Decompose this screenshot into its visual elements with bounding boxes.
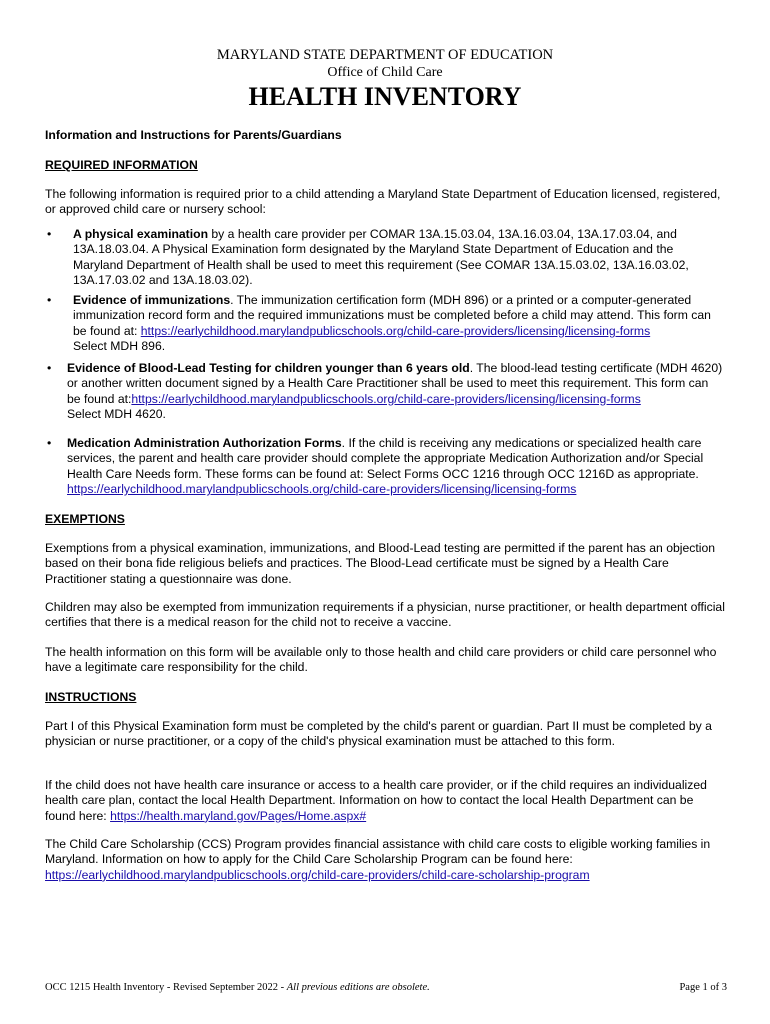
required-heading: REQUIRED INFORMATION — [45, 158, 198, 172]
exemptions-paragraph-2: Children may also be exempted from immunization requirements if a physician, nurse practitioner, or health department official certifies that there is a medical reason for the child not to receive a vaccine. — [45, 600, 725, 630]
bullet-icon: • — [47, 436, 52, 450]
page-title: HEALTH INVENTORY — [248, 82, 522, 111]
intro-heading: Information and Instructions for Parents/Guardians — [45, 128, 342, 142]
exemptions-heading: EXEMPTIONS — [45, 512, 125, 526]
bullet-4-bold: Medication Administration Authorization Forms — [67, 436, 342, 450]
bullet-2-bold: Evidence of immunizations — [73, 293, 231, 307]
required-intro: The following information is required prior to a child attending a Maryland State Department of Education licensed, registered, or approved child care or nursery school: — [45, 187, 721, 217]
licensing-forms-link[interactable]: https://earlychildhood.marylandpublicschools.org/child-care-providers/licensing/licensing-forms — [140, 323, 651, 338]
health-department-link[interactable]: https://health.maryland.gov/Pages/Home.aspx# — [110, 808, 367, 823]
instructions-paragraph-1: Part I of this Physical Examination form must be completed by the child's parent or guardian. Part II must be completed by a physician or nurse practitioner, or a copy of the child's physical examination must be attached to this form. — [45, 719, 712, 749]
bullet-1-text: by a health care provider per COMAR 13A.15.03.04, 13A.16.03.04, 13A.17.03.04, and 13A.18.03.04. A Physical Examination form designated by the Maryland State Department of Education and the Maryland Department of Health shall be used to meet this requirement (See COMAR 13A.15.03.02, 13A.16.03.02, 13A.17.03.02 and 13A.18.03.02). — [73, 227, 689, 288]
agency-name: MARYLAND STATE DEPARTMENT OF EDUCATION — [216, 47, 554, 63]
bullet-3-bold: Evidence of Blood-Lead Testing for children younger than 6 years old — [67, 361, 470, 375]
footer-revision — [45, 982, 430, 993]
scholarship-program-link[interactable]: https://earlychildhood.marylandpublicschools.org/child-care-providers/child-care-scholarship-program — [45, 867, 590, 882]
bullet-4-text: . If the child is receiving any medications or specialized health care services, the parent and health care provider should complete the appropriate Medication Authorization and/or Special Health Care Needs form. These forms can be found at: Select Forms OCC 1216 through OCC 1216D as appropriate. — [67, 436, 704, 481]
bullet-3-text: . The blood-lead testing certificate (MDH 4620) or another written document signed by a Health Care Practitioner shall be used to meet this requirement. This form can be found at: — [67, 361, 723, 406]
licensing-forms-link[interactable]: https://earlychildhood.marylandpublicschools.org/child-care-providers/licensing/licensing-forms — [67, 482, 577, 497]
instructions-paragraph-3 — [45, 837, 725, 883]
bullet-2-text: . The immunization certification form (MDH 896) or a printed or a computer-generated immunization record form and the required immunizations must be completed before a child may attend. This form can be found at: — [73, 293, 711, 338]
bullet-icon: • — [47, 227, 52, 241]
bullet-3-after: Select MDH 4620. — [67, 407, 166, 422]
instructions-heading: INSTRUCTIONS — [45, 690, 137, 704]
bullet-icon: • — [47, 293, 52, 307]
licensing-forms-link[interactable]: https://earlychildhood.marylandpublicschools.org/child-care-providers/licensing/licensing-forms — [131, 391, 641, 406]
instructions-paragraph-2-text: If the child does not have health care insurance or access to a health care provider, or if the child requires an individualized health care plan, contact the local Health Department. Information on how to contact the local Health Department can be found here: — [45, 778, 707, 823]
bullet-icon: • — [47, 361, 52, 375]
instructions-paragraph-3-text: The Child Care Scholarship (CCS) Program provides financial assistance with child care costs to eligible working families in Maryland. Information on how to apply for the Child Care Scholarship Program can be found here: — [45, 837, 711, 867]
exemptions-paragraph-3: The health information on this form will be available only to those health and child care providers or child care personnel who have a legitimate care responsibility for the child. — [45, 645, 717, 675]
bullet-1-bold: A physical examination — [73, 227, 209, 241]
footer-obsolete-note: All previous editions are obsolete. — [286, 982, 430, 993]
footer-revision-text: OCC 1215 Health Inventory - Revised September 2022 - — [45, 982, 287, 993]
instructions-paragraph-2 — [45, 778, 725, 824]
bullet-2-after: Select MDH 896. — [73, 339, 166, 354]
page-number: Page 1 of 3 — [679, 982, 727, 993]
office-name: Office of Child Care — [327, 65, 443, 80]
exemptions-paragraph-1: Exemptions from a physical examination, immunizations, and Blood-Lead testing are permitted if the parent has an objection based on their bona fide religious beliefs and practices. The Blood-Lead certificate must be signed by a Health Care Practitioner stating a questionnaire was done. — [45, 541, 716, 586]
